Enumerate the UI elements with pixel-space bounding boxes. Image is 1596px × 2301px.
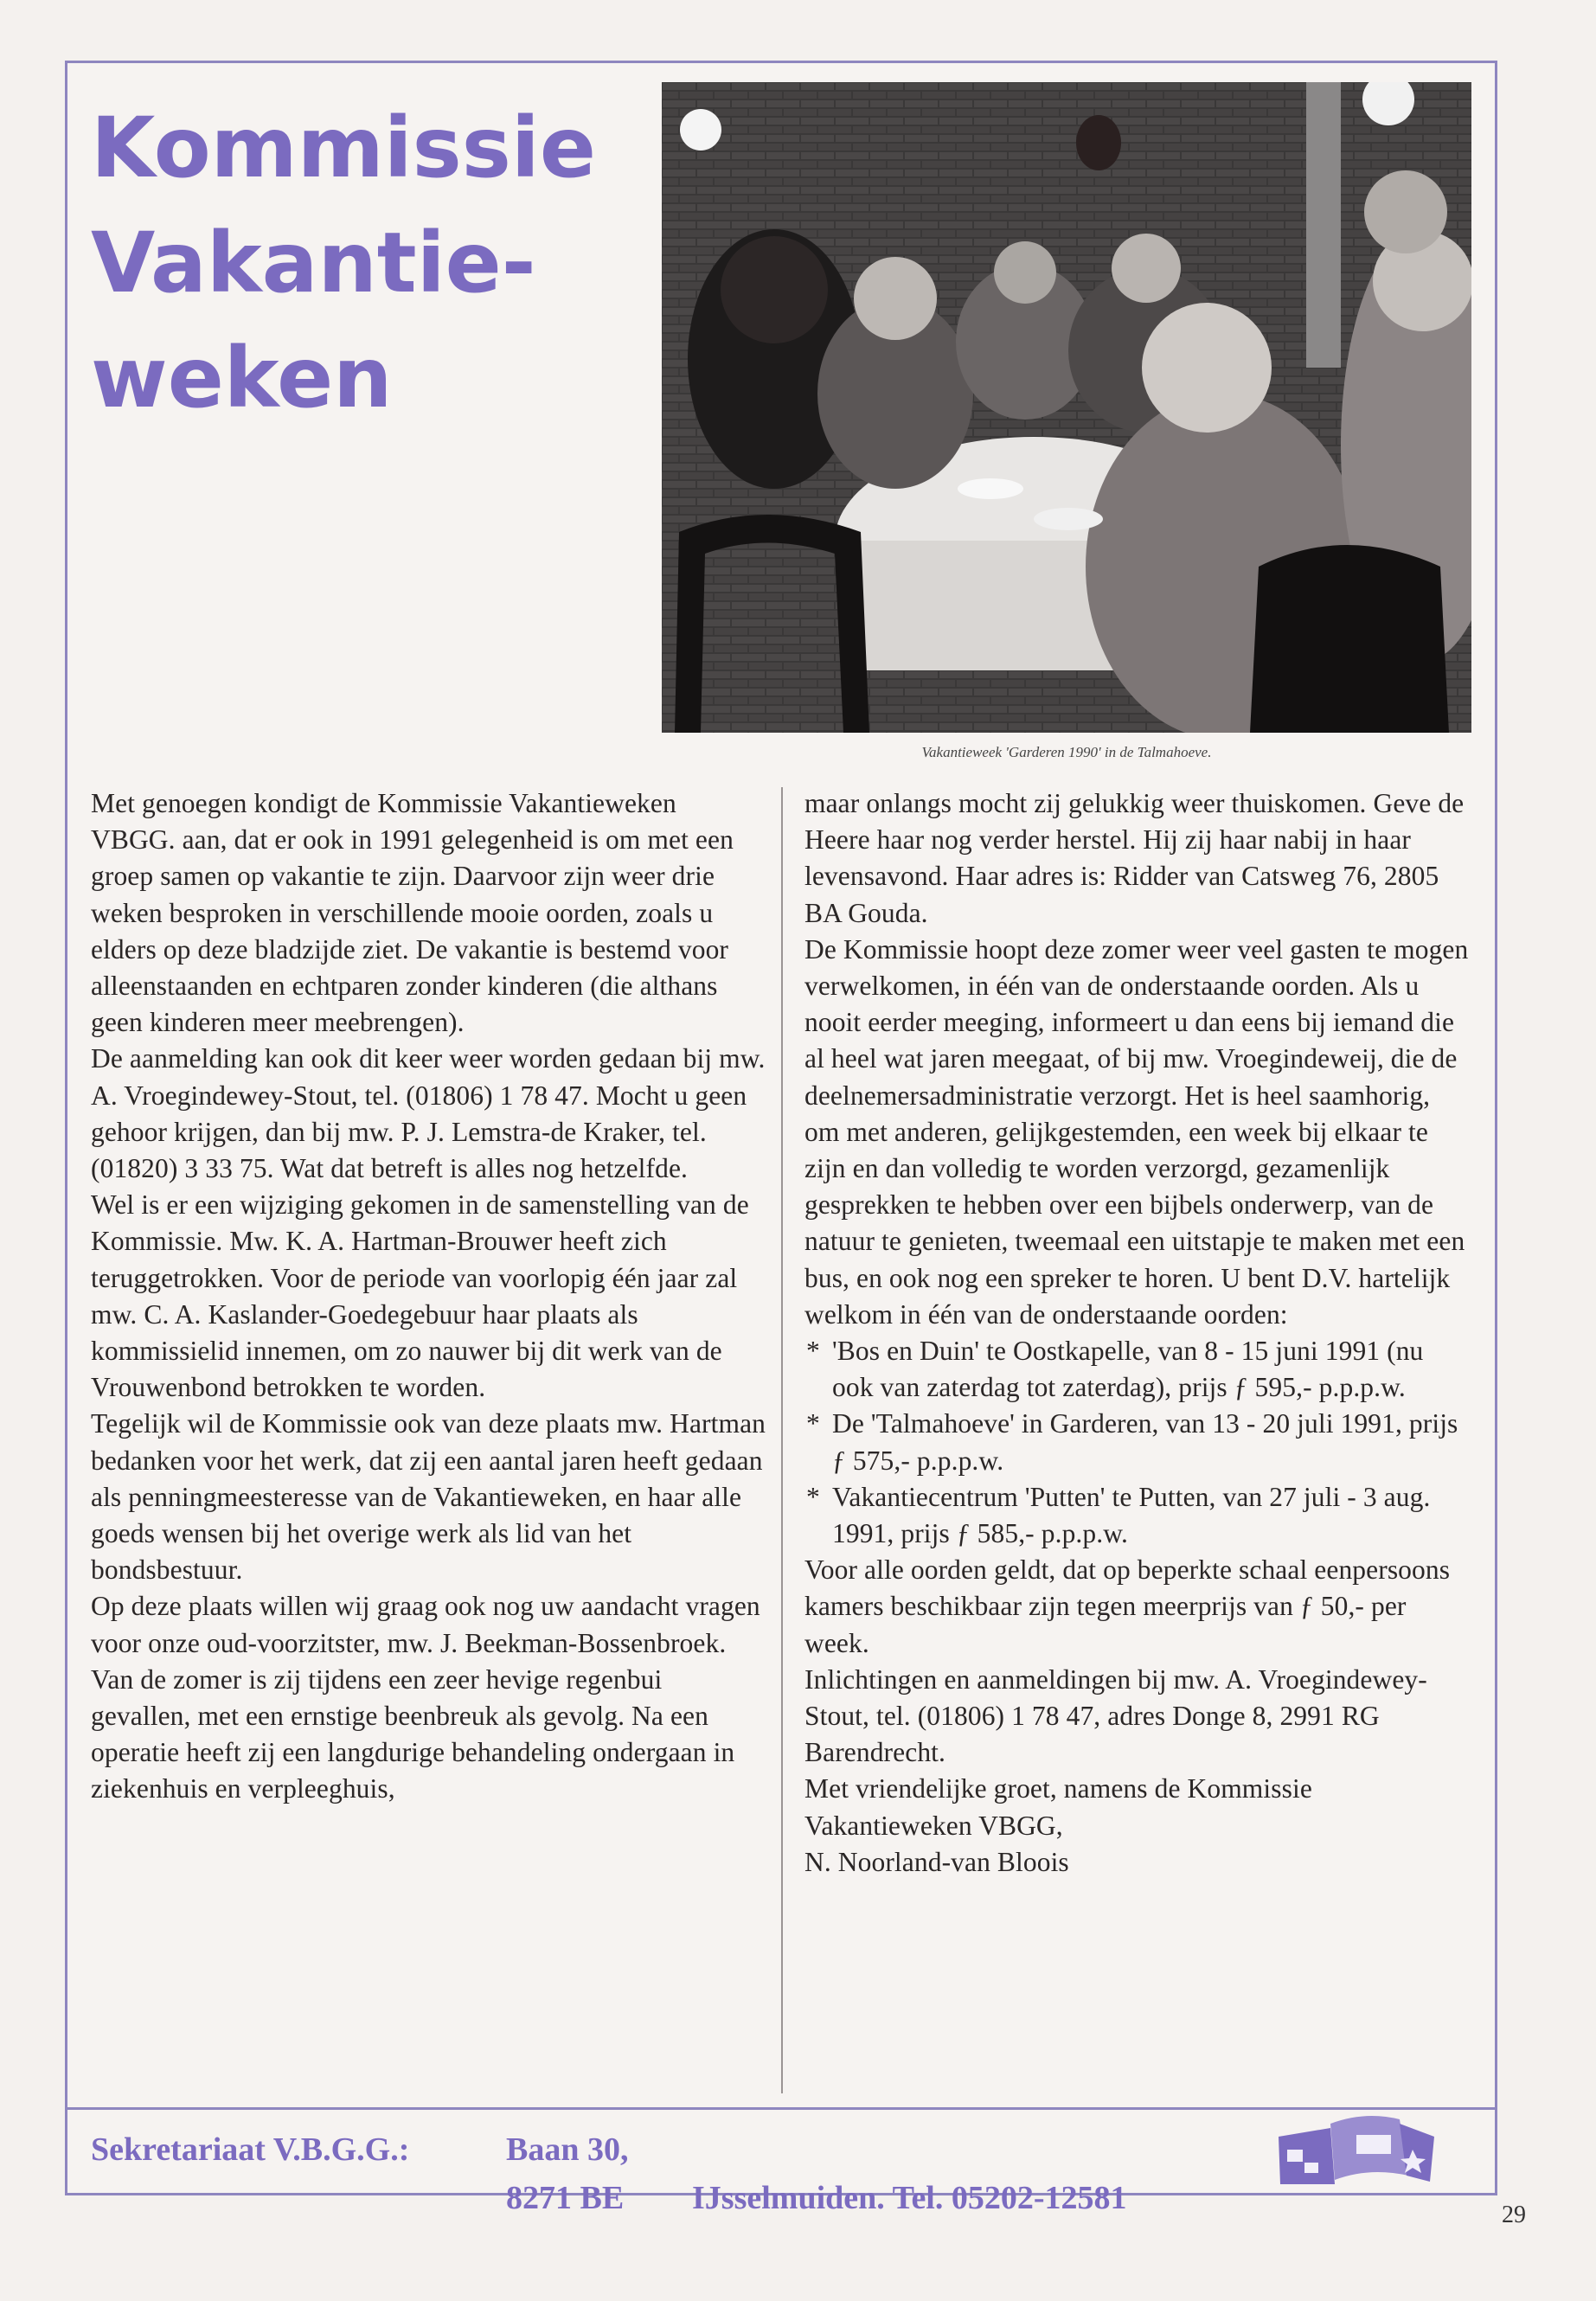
paragraph: Op deze plaats willen wij graag ook nog uw aandacht vragen voor onze oud-voorzitster, mw. J. Beekman-Bossenbroek. Van de zomer is zij tijdens een zeer hevige regenbui gevallen, met een ernstige beenbreuk als gevolg. Na een operatie heeft zij een langdurige behandeling ondergaan in ziekenhuis en verpleeghuis,	[91, 1591, 760, 1804]
paragraph: De aanmelding kan ook dit keer weer worden gedaan bij mw. A. Vroegindewey-Stout, tel. (01806) 1 78 47. Mocht u geen gehoor krijgen, dan bij mw. P. J. Lemstra-de Kraker, tel. (01820) 3 33 75. Wat dat betreft is alles nog hetzelfde.	[91, 1043, 766, 1184]
title-line-2: Vakantie-	[91, 215, 536, 311]
group-photo	[662, 82, 1471, 733]
paragraph: Met genoegen kondigt de Kommissie Vakantieweken VBGG. aan, dat er ook in 1991 gelegenheid is om met een groep samen op vakantie te zijn. Daarvoor zijn weer drie weken besproken in verschillende mooie oorden, zoals u elders op deze bladzijde ziet. De vakantie is bestemd voor alleenstaanden en echtparen zonder kinderen (die althans geen kinderen meer meebrengen).	[91, 788, 734, 1038]
left-column	[91, 785, 766, 1808]
paragraph: Tegelijk wil de Kommissie ook van deze plaats mw. Hartman bedanken voor het werk, dat zij een aantal jaren heeft gedaan als penningmeesteresse van de Vakantieweken, en haar alle goeds wensen bij het overige werk als lid van het bondsbestuur.	[91, 1408, 766, 1586]
title-line-1: Kommissie	[91, 99, 596, 196]
footer-street: Baan 30,	[506, 2131, 629, 2168]
venue-item: * Vakantiecentrum 'Putten' te Putten, van 27 juli - 3 aug. 1991, prijs ƒ 585,- p.p.p.w.	[804, 1479, 1471, 1552]
page-number: 29	[1502, 2202, 1526, 2228]
paragraph: Voor alle oorden geldt, dat op beperkte schaal eenpersoons kamers beschikbaar zijn tegen meerprijs van ƒ 50,- per week.	[804, 1554, 1451, 1658]
page-title	[91, 91, 644, 436]
title-line-3: weken	[91, 330, 393, 426]
footer-label: Sekretariaat V.B.G.G.:	[91, 2131, 410, 2168]
signature: N. Noorland-van Bloois	[804, 1846, 1069, 1877]
column-divider	[781, 787, 783, 2093]
footer-city-phone: IJsselmuiden. Tel. 05202-12581	[692, 2180, 1127, 2216]
right-column	[804, 785, 1471, 1881]
paragraph: Met vriendelijke groet, namens de Kommissie Vakantieweken VBGG,	[804, 1773, 1312, 1841]
paragraph: Inlichtingen en aanmeldingen bij mw. A. Vroegindewey-Stout, tel. (01806) 1 78 47, adres Donge 8, 2991 RG Barendrecht.	[804, 1663, 1427, 1768]
vbgg-logo-icon	[1270, 2102, 1443, 2189]
paragraph: Wel is er een wijziging gekomen in de samenstelling van de Kommissie. Mw. K. A. Hartman-Brouwer heeft zich teruggetrokken. Voor de periode van voorlopig één jaar zal mw. C. A. Kaslander-Goedegebuur haar plaats als kommissielid innemen, om zo nauwer bij dit werk van de Vrouwenbond betrokken te worden.	[91, 1189, 749, 1403]
venue-list	[804, 1333, 1471, 1552]
venue-item: * De 'Talmahoeve' in Garderen, van 13 - 20 juli 1991, prijs ƒ 575,- p.p.p.w.	[804, 1406, 1471, 1478]
photo-caption: Vakantieweek 'Garderen 1990' in de Talmahoeve.	[921, 744, 1212, 760]
paragraph: De Kommissie hoopt deze zomer weer veel gasten te mogen verwelkomen, in één van de onderstaande oorden. Als u nooit eerder meeging, informeert u dan eens bij iemand die al heel wat jaren meegaat, of bij mw. Vroegindeweij, die de deelnemersadministratie verzorgt. Het is heel saamhorig, om met anderen, gelijkgestemden, een week bij elkaar te zijn en dan volledig te worden verzorgd, gezamenlijk gesprekken te hebben over een bijbels onderwerp, van de natuur te genieten, tweemaal een uitstapje te maken met een bus, en ook nog een spreker te horen. U bent D.V. hartelijk welkom in één van de onderstaande oorden:	[804, 933, 1469, 1330]
footer-postcode: 8271 BE	[506, 2180, 625, 2216]
venue-item: * 'Bos en Duin' te Oostkapelle, van 8 - 15 juni 1991 (nu ook van zaterdag tot zaterdag), prijs ƒ 595,- p.p.p.w.	[804, 1333, 1471, 1406]
paragraph: maar onlangs mocht zij gelukkig weer thuiskomen. Geve de Heere haar nog verder herstel. Hij zij haar nabij in haar levensavond. Haar adres is: Ridder van Catsweg 76, 2805 BA Gouda.	[804, 788, 1465, 928]
